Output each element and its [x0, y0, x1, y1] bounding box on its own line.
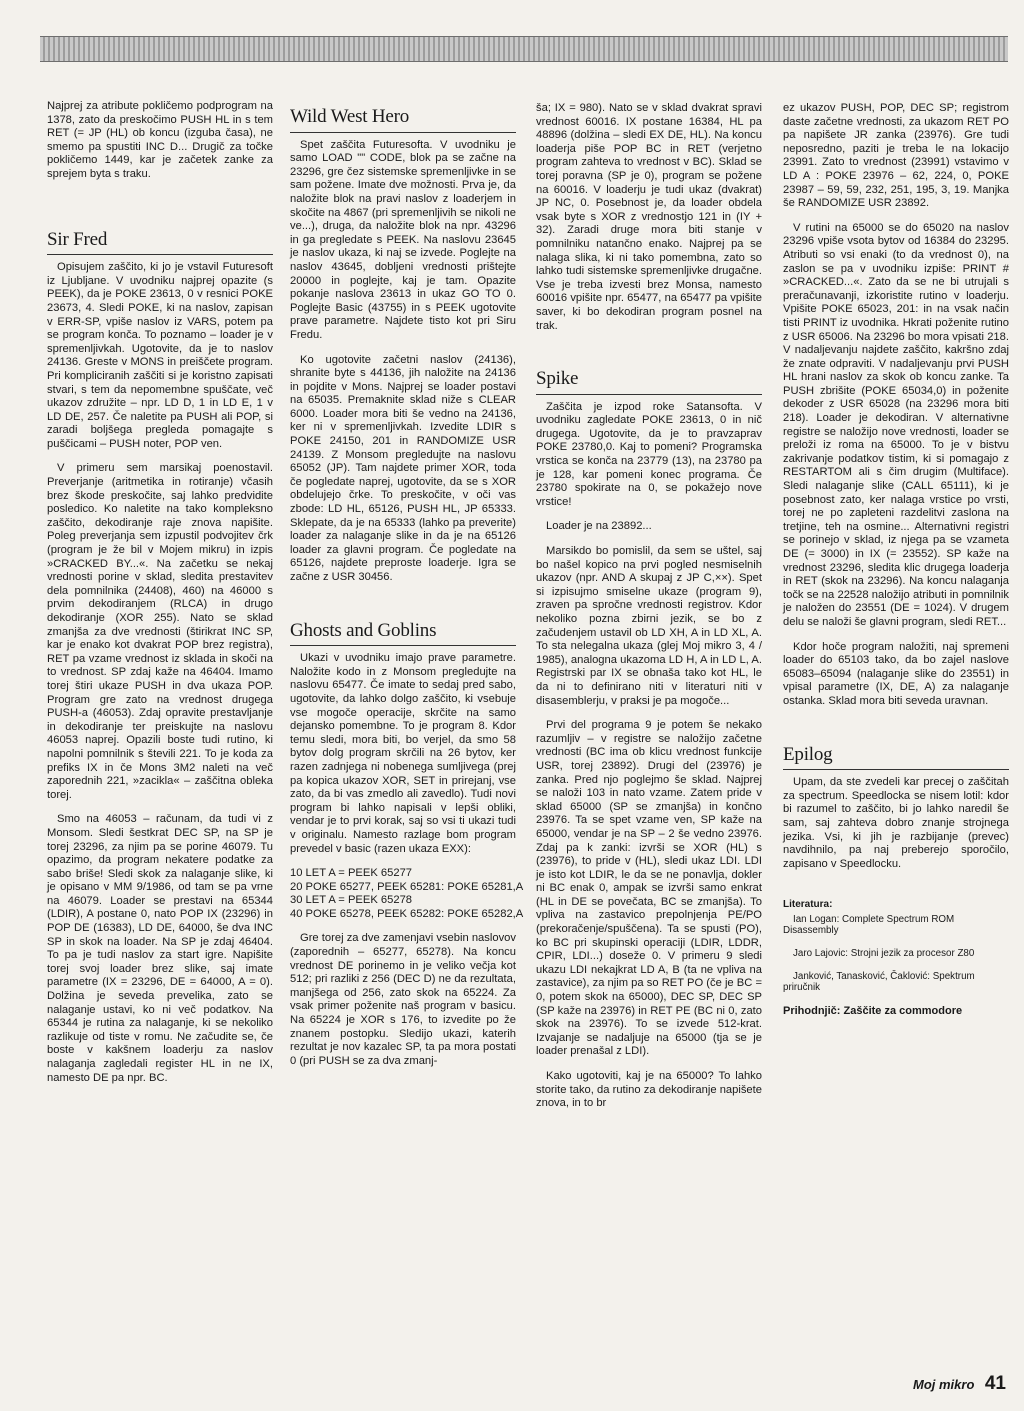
col4-paragraph-1: ez ukazov PUSH, POP, DEC SP; registrom daste začetne vrednosti, za ukazom RET PO pa napišete JR zanka (23976). Gre tudi neposredno, paziti je treba le na lokacijo 23991. Zato to vrednost (23991) vstavimo v LD A : POKE 23976 – 62, 224, 0, POKE 23987 – 59, 59, 232, 251, 195, 3, 19. Manjka še RANDOMIZE USR 23892.: [783, 102, 1009, 210]
continued-paragraph: ša; IX = 980). Nato se v sklad dvakrat spravi vrednost 60016. IX postane 16384, HL pa 48896 (dolžina – sledi EX DE, HL). Na koncu loaderja piše POP BC in RET (verjetno program zahteva to vrednost v BC). Sklad se torej poravna (SP je 0), program se požene na 60016. V loaderju je tudi ukaz (dvakrat) JP NC, 0. Posebnost je, da loader obdela vsak byte s XOR z vrednostjo 121 in (IY + 32). Zaradi druge mora biti stanje v pomnilniku natančno enako. Najprej pa se nalaga slika, ki ni tako pomembna, zato so lahko tudi sistemske spremenljivke drugačne. Vse je treba izvesti brez Monsa, namesto 60016 vpišite npr. 65477, na 65477 pa vpišite saver, ki bo dekodiran program posnel na trak.: [536, 102, 762, 332]
spike-paragraph-3: Marsikdo bo pomislil, da sem se uštel, saj bo našel kopico na prvi pogled nesmiselnih ukazov (npr. AND A skupaj z JP C,××). Spet si izpisujmo smiselne ukaze (program 9), zraven pa spročne vrednosti registrov. Kdor nekoliko pozna zbirni jezik, se bo z začudenjem ustavil ob LD XH, A in LD XL, A. To sta nelegalna ukaza (glej Moj mikro 3, 4 / 1985), analogna ukazoma LD H, A in LD L, A. Registrski par IX se obnaša tako kot HL, le da ni to definirano niti v literaturi niti v disasemblerju, v praksi je pa mogoče...: [536, 545, 762, 707]
magazine-name: Moj mikro: [913, 1377, 975, 1392]
wild-west-paragraph-2: Ko ugotovite začetni naslov (24136), shranite byte s 44136, jih naložite na 24136 in pojdite v Mons. Najprej se loader postavi na 65035. Premaknite sklad niže s CLEAR 6000. Loader mora biti še vedno na 24136, ker ni v spremenljivkah. Izvedite LDIR s POKE 24150, 201 in RANDOMIZE USR 24139. Z Monsom pregledujte na naslovu 65052 (JP). Tam najdete primer XOR, toda če pogledate naprej, ugotovite, da se s XOR obdelujejo črke. To preskočite, v oči vas zbode: LD HL, 65126, PUSH HL, JP 65333. Sklepate, da je na 65333 (lahko pa preverite) loader za nalaganje slike in da je na 65126 loader za glavni program. Če pogledate na 65126, najdete preproste loaderje. Igra se začne z USR 30456.: [290, 353, 516, 583]
column-4: [783, 102, 1009, 1018]
sir-fred-paragraph-2: V primeru sem marsikaj poenostavil. Preverjanje (aritmetika in rotiranje) včasih brez škode preskočite, saj lahko predvidite posledico. Ko naletite na tako kompleksno zaščito, dekodiranje raje znova napišite. Poleg preverjanja sem izpustil podvojitev črk (program je že bil v Mojem mikru) in izpis »CRACKED BY...«. Na začetku se nekaj vrednosti porine v sklad, sledita prestavitev dela pomnilnika (24408), 460) na 46000 s prvim dekodiranjem (RLCA) in drugo dekodiranje (XOR 255). Nato se sklad zmanjša za dve vrednosti (štirikrat INC SP, kar je enako kot dvakrat POP brez registra), RET pa vzame vrednost iz sklada in skoči na to vrednost. SP zdaj kaže na 46404. Imamo torej štiri ukaze PUSH in dva ukaza POP. Program gre zato na vrednost drugega PUSH-a (46053). Zdaj opravite prestavljanje in dekodiranje ter preiskujte na naslovu 46053 naprej. Opazili boste tudi rutino, ki napolni pomnilnik s števili 221. To je koda za prefiks IX in če Mons 3M2 naleti na več zaporednih 221, »zacikla« – zaščitna obleka torej.: [47, 462, 273, 801]
epilog-paragraph: Upam, da ste zvedeli kar precej o zaščitah za spectrum. Speedlocka se nisem lotil: kdor bi razumel to zaščito, bi jo lahko naredil še sam, saj zahteva dobro znanje strojnega jezika. Vsi, ki jih je razbijanje (prevec) navdihnilo, pa naj preberejo sporočilo, zapisano v Speedlocku.: [783, 776, 1009, 870]
literature-item: Ian Logan: Complete Spectrum ROM Disassembly: [783, 913, 955, 937]
sir-fred-paragraph-1: Opisujem zaščito, ki jo je vstavil Futuresoft iz Ljubljane. V uvodniku najprej opazite (s PEEK), da je POKE 23613, 0 v resnici POKE 23673, 4. Sledi POKE, ki na naslov, zapisan v ERR-SP, vpiše naslov iz VARS, potem pa se program konča. To poznamo – loader je v spremenljivkah. Ugotovite, da je to naslov 24136. Greste v MONS in preiščete program. Pri kompliciranih zaščiti si je koristno zapisati stvari, s tem da nepomembne spuščate, več ukazov združite – npr. LD D, 1 in LD E, 1 v LD DE, 257. Če naletite pa PUSH ali POP, si zaradi boljšega pregleda pomagajte s puščicami – PUSH noter, POP ven.: [47, 261, 273, 450]
spike-paragraph-1: Zaščita je izpod roke Satansofta. V uvodniku zagledate POKE 23613, 0 in nič drugega. Ugotovite, da je to pravzaprav POKE 23780,0. Kaj to pomeni? Programska vrstica se konča na 23779 (13), na 23780 pa je 128, kar pomeni konec programa. Če 23780 spokirate na 0, se pokažejo nove vrstice!: [536, 400, 762, 508]
spike-paragraph-2: Loader je na 23892...: [546, 520, 652, 533]
literature-title: Literatura:: [783, 899, 833, 911]
section-title-epilog: Epilog: [783, 748, 1009, 771]
intro-paragraph: Najprej za atribute pokličemo podprogram na 1378, zato da preskočimo PUSH HL in s tem RET (= JP (HL) ob koncu (izguba časa), ne smemo pa spustiti INC D... Drugič za točke pokličemo 1449, kar je začetek zanke za sprejem byta s traku.: [47, 100, 273, 180]
spike-paragraph-4: Prvi del programa 9 je potem še nekako razumljiv – v registre se naložijo začetne vrednosti (BC ima ob klicu vrednost funkcije USR, torej 23892). Drugi del (23976) je zanka. Pred njo poglejmo še sklad. Najprej se naloži 103 in nato vzame. Zatem pride v sklad 65000 (SP se zmanjša) in končno 23976. Ta se spet vzame ven, SP kaže na 65000, vendar je na SP – 2 še vedno 23976. Zdaj pa k zanki: izvrši se XOR (HL) s (23976), to pride v (HL), sledi ukaz LDI. LDI je isto kot LDIR, le da se ne ponavlja, dokler ni BC enak 0, ampak se izvrši samo enkrat (HL in DE se povečata, BC se zmanjša). To vpliva na zastavico prepolnjenja PE/PO (prekoračenje/spuščena). Ta se spusti (PO), ko BC pri skupinski operaciji (LDIR, LDDR, CPIR, LDI...) doseže 0. V primeru 9 sledi ukazu LDI nekajkrat LD A, B (ta ne vpliva na zastavice), za njim pa so RET PO (če je BC = 0, potem skok na 65000), DEC SP, DEC SP (SP kaže na 23976) in RET PE (BC ni 0, zato skok na 23976). To se izvede 512-krat. Izvajanje se nadaljuje na 65000 (tja se je loader prenašal z LDI).: [536, 719, 762, 1058]
wild-west-paragraph-1: Spet zaščita Futuresofta. V uvodniku je samo LOAD "" CODE, blok pa se začne na 23296, gre čez sistemske spremenljivke in se sam požene. Imate dve možnosti. Prva je, da naložite blok na pravi naslov z loaderjem in skočite na 4867 (pri spremenljivih se nikoli ne ve...), druga, da naložite blok na npr. 43296 in ga pregledate s PEEK. Na naslovu 23645 je naslov ukaza, ki naj se izvede. Poglejte na naslov 43645, dobljeni vrednosti prištejte 20000 in poglejte, kaj je tam. Opazite pokanje naslova 23613 in ukaz GO TO 0. Poglejte Basic (43755) in s PEEK ugotovite prave parametre. Najdete tisto kot pri Siru Fredu.: [290, 138, 516, 341]
column-2: [290, 106, 524, 1079]
column-3: [536, 102, 762, 1122]
col4-paragraph-2: V rutini na 65000 se do 65020 na naslov 23296 vpiše vsota bytov od 16384 do 23295. Atributi so vsi enaki (to da vrednost 0), na zaslon se pa v uvodniku izpiše: PRINT # »CRACKED...«. Zato da se ne bi utrujali s preračunavanji, izkoristite rutino v loaderju. Vpišite POKE 65023, 201: in na vsak način tisti PRINT iz uvodnika. Hkrati poženite rutino z USR 65006. Na 23296 bo mora vpisati 218. V nadaljevanju najdete zaščito, kakršno zdaj že znate odpraviti. V nadaljevanju prvi PUSH HL hrani naslov za skok ob koncu zanke. Ta PUSH zbrišite (POKE 65034,0) in poženite dekoder z USR 65028 (na 23296 mora biti 218). Loader je dekodiran. V alternativne registre se naložijo nove vrednosti, loader se preloži iz roma na 65000. To je v bistvu zakrivanje podatkov tistim, ki si pomagajo z RESTARTOM ali s čim drugim (Multiface). Sledi nalaganje slike (CALL 65111), ki je posebnost zato, ker nalaga vrstice po vrsti, torej ne po zapleteni razdelitvi zaslona na tretjine, teh na osmine... Alternativni registri se porinejo v sklad, iz njega pa se vzameta DE (= 3000) in IX (= 23552). SP kaže na vrednost 23296, sledita klic drugega loaderja in RET (skok na 23296). Na koncu nalaganja točk se na 22528 naložijo atributi in pomnilnik je naložen do 23551 (DE = 1024). V drugem delu se naloži še glavni program, sledi RET...: [783, 221, 1009, 628]
literature-item: Jaro Lajovic: Strojni jezik za procesor Z80: [793, 948, 975, 960]
header-decorative-bar: [40, 36, 1008, 62]
section-title-sir-fred: Sir Fred: [47, 233, 273, 256]
section-title-spike: Spike: [536, 372, 762, 395]
next-issue-note: Prihodnjič: Zaščite za commodore: [783, 1004, 963, 1017]
section-title-wild-west-hero: Wild West Hero: [290, 110, 516, 133]
basic-listing: 10 LET A = PEEK 65277 20 POKE 65277, PEEK 65281: POKE 65281,A 30 LET A = PEEK 65278 40 POKE 65278, PEEK 65282: POKE 65282,A: [290, 867, 524, 920]
sir-fred-paragraph-3: Smo na 46053 – računam, da tudi vi z Monsom. Sledi šestkrat DEC SP, na SP je torej 23296, za njim pa se porine 46079. Tu opazimo, da program nekatere podatke za sabo briše! Sledi skok za nalaganje slike, ki je opisano v MM 9/1986, od tam se pa vrne na 46079. Loader se prestavi na 65344 (LDIR), A postane 0, nato POP IX (23296) in POP DE (16383), LD DE, 64000, še dva INC SP in skok na loader. Na SP je zdaj 46404. To pa je tudi naslov za start igre. Napišite torej svoj loader brez slike, saj imate parametre (IX = 23296, DE = 64000, A = 0). Dolžina je seveda prevelika, zato se nalaganje ustavi, ko ni več podatkov. Na 65344 je rutina za nalaganje, ki se nekoliko razlikuje od tiste v romu. Ne začudite se, če boste v kakšnem loaderju za naslov nalaganja zagledali register HL in ne IX, namesto DE pa npr. BC.: [47, 813, 273, 1084]
literature-item: Janković, Tanasković, Čaklović: Spektrum priručnik: [783, 970, 975, 994]
spike-paragraph-5: Kako ugotoviti, kaj je na 65000? To lahko storite tako, da rutino za dekodiranje napišete znova, in to br: [536, 1070, 762, 1110]
ghosts-paragraph-1: Ukazi v uvodniku imajo prave parametre. Naložite kodo in z Monsom pregledujte na naslovu 65477. Če imate to sedaj pred sabo, ugotovite, da lahko dolgo zaščito, ki vsebuje vse mogoče operacije, skrčite na samo dejansko pomembne. To je program 8. Kdor temu sledi, mora biti, bo verjel, da smo 58 bytov dolg program skrčili na 26 bytov, ker razen zadnjega ni nobenega sumljivega (prej pa kopica ukazov XOR, SET in prirejanj, vse zato, da bi vas zmedlo ali zavedlo). Tudi novi program bi lahko napisali v lepši obliki, vendar je to prvi korak, saj so vsi ti ukazi tudi v originalu. Namesto razlage bom program prevedel v basic (razen ukaza EXX):: [290, 652, 516, 855]
col4-paragraph-3: Kdor hoče program naložiti, naj spremeni loader do 65103 tako, da bo zajel naslove 65083–65094 (nalaganje slike do 23551) in vpisal parametre (IX, DE, A) za nalaganje ostanka. Sklad mora biti seveda uravnan.: [783, 640, 1009, 707]
page-footer: [913, 1373, 1006, 1395]
page-number: 41: [984, 1373, 1006, 1394]
ghosts-paragraph-2: Gre torej za dve zamenjavi vsebin naslovov (zaporednih – 65277, 65278). Na koncu vrednost DE porinemo in je veliko večja kot 512; pri razliki z 256 (DEC D) ne da rezultata, manjšega od 256, zato skok na 65224. Za vsak primer poženite naš program v basicu. Na 65224 je XOR s 176, to izvedite po že znanem postopku. Sledijo ukazi, katerih rezultat je nov kazalec SP, ta pa mora postati 0 (pri PUSH se za dva zmanj-: [290, 932, 516, 1067]
column-1: [47, 100, 273, 1096]
section-title-ghosts-and-goblins: Ghosts and Goblins: [290, 624, 516, 647]
